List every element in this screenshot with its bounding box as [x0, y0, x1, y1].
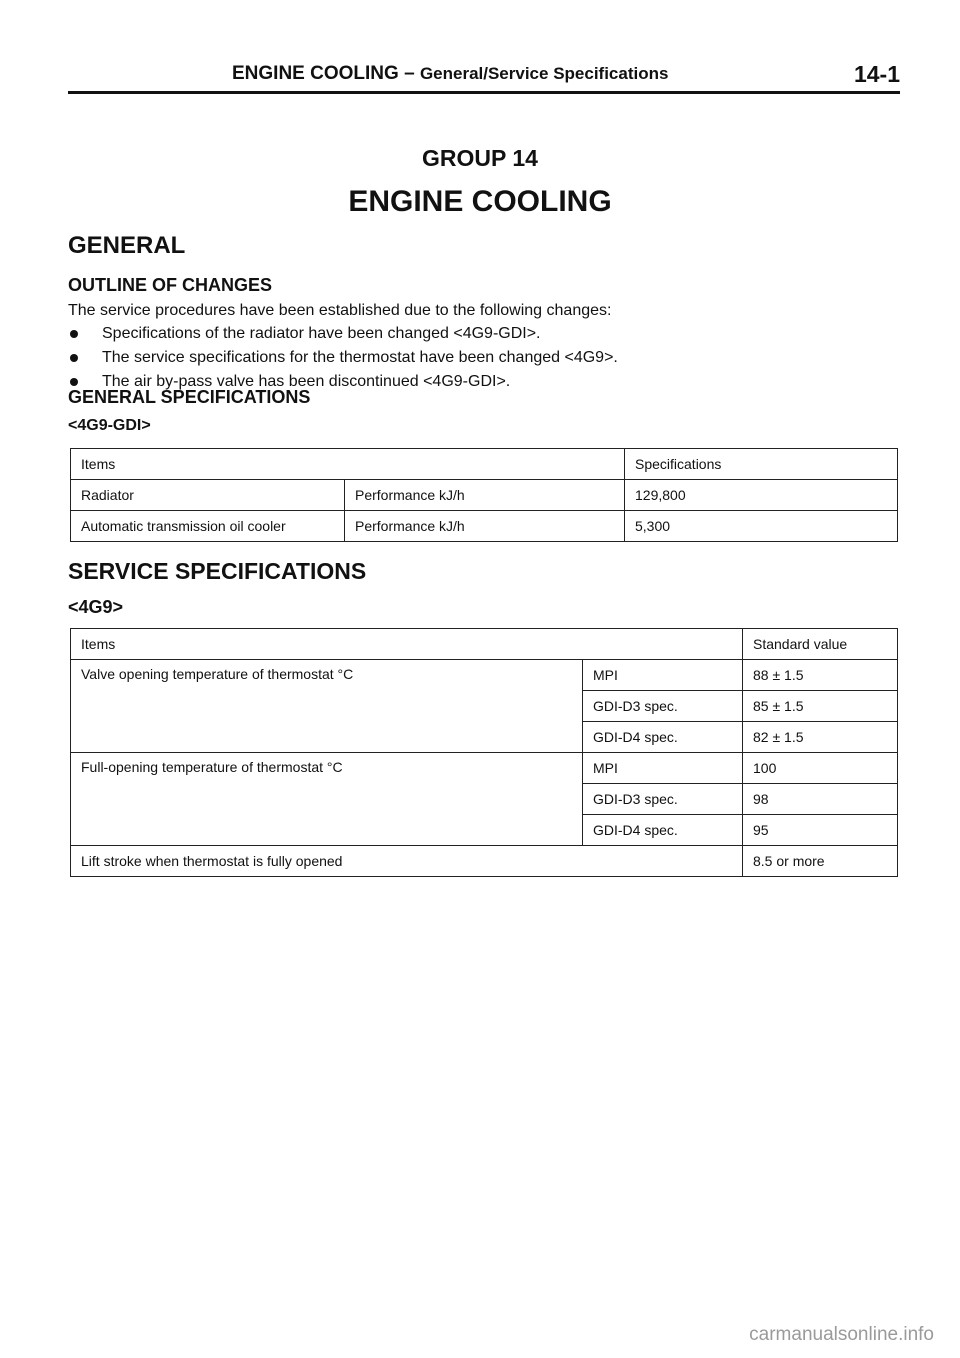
service-specs-model: <4G9>	[68, 597, 124, 617]
header-subtitle: General/Service Specifications	[419, 64, 669, 83]
cell-value: 95	[743, 815, 898, 846]
cell-item: Valve opening temperature of thermostat °C	[71, 660, 583, 753]
outline-intro: The service procedures have been established due to the following changes:	[68, 302, 612, 319]
header-cell-value: Specifications	[625, 449, 898, 480]
bullet-icon	[70, 378, 78, 386]
cell-item: Full-opening temperature of thermostat °C	[71, 753, 583, 846]
cell-value: 88 ± 1.5	[743, 660, 898, 691]
list-item	[68, 322, 618, 346]
cell-item: Radiator	[71, 480, 345, 511]
cell-attr: Performance kJ/h	[345, 480, 625, 511]
list-item	[68, 346, 618, 370]
change-list	[68, 322, 618, 394]
change-text: The air by-pass valve has been discontinued <4G9-GDI>.	[102, 373, 511, 390]
header-separator: –	[404, 63, 415, 84]
change-text: The service specifications for the thermostat have been changed <4G9>.	[102, 349, 618, 366]
table-header-row	[71, 449, 898, 480]
cell-item: Automatic transmission oil cooler	[71, 511, 345, 542]
general-heading: GENERAL	[68, 232, 186, 259]
cell-sub: GDI-D4 spec.	[583, 815, 743, 846]
table-row	[71, 511, 898, 542]
table-row	[71, 480, 898, 511]
header-title	[232, 63, 668, 85]
page-header	[68, 56, 900, 94]
cell-attr: Performance kJ/h	[345, 511, 625, 542]
table-row	[71, 753, 898, 784]
general-specs-heading: GENERAL SPECIFICATIONS	[68, 387, 311, 407]
header-cell-value: Standard value	[743, 629, 898, 660]
table-row	[71, 660, 898, 691]
service-specs-table	[70, 628, 898, 877]
bullet-icon	[70, 354, 78, 362]
cell-sub: MPI	[583, 753, 743, 784]
cell-value: 98	[743, 784, 898, 815]
cell-value: 8.5 or more	[743, 846, 898, 877]
header-cell-items: Items	[71, 449, 625, 480]
cell-value: 85 ± 1.5	[743, 691, 898, 722]
cell-value: 100	[743, 753, 898, 784]
header-section: ENGINE COOLING	[232, 63, 399, 84]
cell-item: Lift stroke when thermostat is fully opened	[71, 846, 743, 877]
cell-value: 82 ± 1.5	[743, 722, 898, 753]
service-specs-heading: SERVICE SPECIFICATIONS	[68, 558, 367, 584]
header-cell-items: Items	[71, 629, 743, 660]
cell-sub: MPI	[583, 660, 743, 691]
page-number: 14-1	[853, 61, 900, 87]
bullet-icon	[70, 330, 78, 338]
outline-heading: OUTLINE OF CHANGES	[68, 275, 273, 295]
general-specs-model: <4G9-GDI>	[68, 417, 151, 434]
cell-value: 5,300	[625, 511, 898, 542]
group-label: GROUP 14	[422, 145, 538, 171]
cell-sub: GDI-D3 spec.	[583, 784, 743, 815]
general-specs-table	[70, 448, 898, 542]
cell-value: 129,800	[625, 480, 898, 511]
cell-sub: GDI-D4 spec.	[583, 722, 743, 753]
change-text: Specifications of the radiator have been changed <4G9-GDI>.	[102, 325, 541, 342]
header-rule	[68, 91, 900, 94]
group-title: ENGINE COOLING	[348, 185, 612, 218]
table-row	[71, 846, 898, 877]
watermark: carmanualsonline.info	[749, 1324, 934, 1345]
cell-sub: GDI-D3 spec.	[583, 691, 743, 722]
table-header-row	[71, 629, 898, 660]
